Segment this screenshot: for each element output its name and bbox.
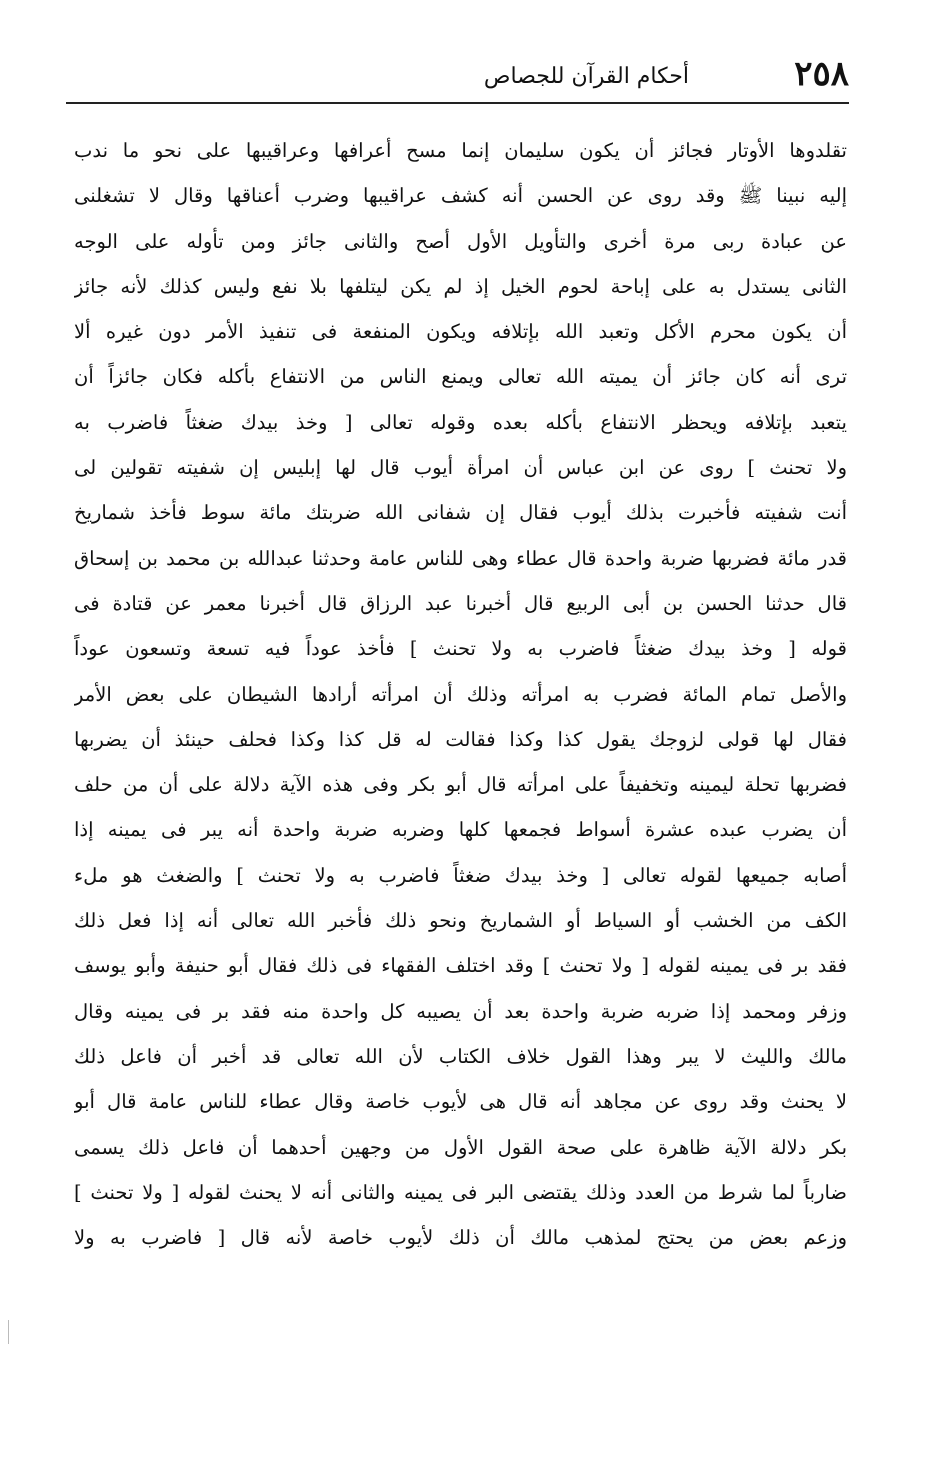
- text-body: [74, 128, 847, 1260]
- text-line: إليه نبينا ﷺ وقد روى عن الحسن أنه كشف عراقيبها وضرب أعناقها وقال لا تشغلنى: [74, 184, 847, 208]
- page-number: ٢٥٨: [794, 54, 849, 94]
- text-line: مالك والليث لا يبر وهذا القول خلاف الكتاب لأن الله تعالى قد أخبر أن فاعل ذلك: [74, 1044, 847, 1068]
- text-line: أن يكون محرم الأكل وتعبد الله بإتلافه ويكون المنفعة فى تنفيذ الأمر دون غيره ألا: [74, 320, 847, 344]
- text-line: قدر مائة فضربها ضربة واحدة قال عطاء وهى للناس عامة وحدثنا عبدالله بن محمد بن إسحاق: [74, 546, 847, 570]
- running-title: أحكام القرآن للجصاص: [483, 64, 689, 89]
- text-line: فقد بر فى يمينه لقوله [ ولا تحنث ] وقد اختلف الفقهاء فى ذلك فقال أبو حنيفة وأبو يوسف: [74, 954, 847, 978]
- text-line: وزعم بعض من يحتج لمذهب مالك أن ذلك لأيوب خاصة لأنه قال [ فاضرب به ولا: [74, 1226, 847, 1250]
- text-line: ضارباً لما شرط من العدد وذلك يقتضى البر فى يمينه والثانى أنه لا يحنث لقوله [ ولا تحنث ]: [74, 1180, 847, 1204]
- text-line: عن عبادة ربى مرة أخرى والتأويل الأول أصح والثانى جائز ومن تأوله على الوجه: [74, 229, 847, 253]
- text-line: تقلدوها الأوتار فجائز أن يكون سليمان إنما مسح أعرافها وعراقيبها على نحو ما ندب: [74, 139, 847, 162]
- text-line: ولا تحنث ] روى عن ابن عباس أن امرأة أيوب قال لها إبليس إن شفيته تقولين لى: [74, 456, 847, 480]
- scan-margin-mark: [8, 1320, 9, 1344]
- text-line: أنت شفيته فأخبرت بذلك أيوب فقال إن شفانى الله ضربتك مائة سوط فأخذ شماريخ: [74, 501, 847, 525]
- text-line: والأصل تمام المائة فضرب به امرأته وذلك أن امرأته أرادها الشيطان على بعض الأمر: [74, 682, 847, 706]
- text-line: الثانى يستدل به على إباحة لحوم الخيل إذ لم يكن ليتلفها بلا نفع وليس كذلك لأنه جائز: [74, 274, 847, 298]
- text-line: لا يحنث وقد روى عن مجاهد أنه قال هى لأيوب خاصة وقال عطاء للناس عامة قال أبو: [74, 1090, 847, 1114]
- page-header: [66, 52, 849, 104]
- text-line: الكف من الخشب أو السياط أو الشماريخ ونحو ذلك فأخبر الله تعالى أنه إذا فعل ذلك: [74, 909, 847, 933]
- text-line: وزفر ومحمد إذا ضربه ضربة واحدة بعد أن يصيبه كل واحدة منه فقد بر فى يمينه وقال: [74, 999, 847, 1023]
- text-line: ترى أنه كان جائز أن يميته الله تعالى ويمنع الناس من الانتفاع بأكله فكان جائزاً أن: [74, 365, 847, 389]
- text-line: أصابه جميعها لقوله تعالى [ وخذ بيدك ضغثاً فاضرب به ولا تحنث ] والضغث هو ملء: [74, 863, 847, 887]
- text-line: قوله [ وخذ بيدك ضغثاً فاضرب به ولا تحنث ] فأخذ عوداً فيه تسعة وتسعون عوداً: [74, 637, 847, 661]
- text-line: قال حدثنا الحسن بن أبى الربيع قال أخبرنا عبد الرزاق قال أخبرنا معمر عن قتادة فى: [74, 591, 847, 615]
- text-line: فقال لها قولى لزوجك يقول كذا وكذا فقالت له قل كذا وكذا فحلف حينئذ أن يضربها: [74, 727, 847, 751]
- text-line: أن يضرب عبده عشرة أسواط فجمعها كلها وضربه ضربة واحدة أنه يبر فى يمينه إذا: [74, 818, 847, 842]
- text-line: يتعبد بإتلافه ويحظر الانتفاع بأكله بعده وقوله تعالى [ وخذ بيدك ضغثاً فاضرب به: [74, 410, 847, 434]
- header-rule: [66, 102, 849, 104]
- text-line: بكر دلالة الآية ظاهرة على صحة القول الأول من وجهين أحدهما أن فاعل ذلك يسمى: [74, 1135, 847, 1159]
- text-line: فضربها تحلة ليمينه وتخفيفاً على امرأته قال أبو بكر وفى هذه الآية دلالة على أن من حلف: [74, 773, 847, 797]
